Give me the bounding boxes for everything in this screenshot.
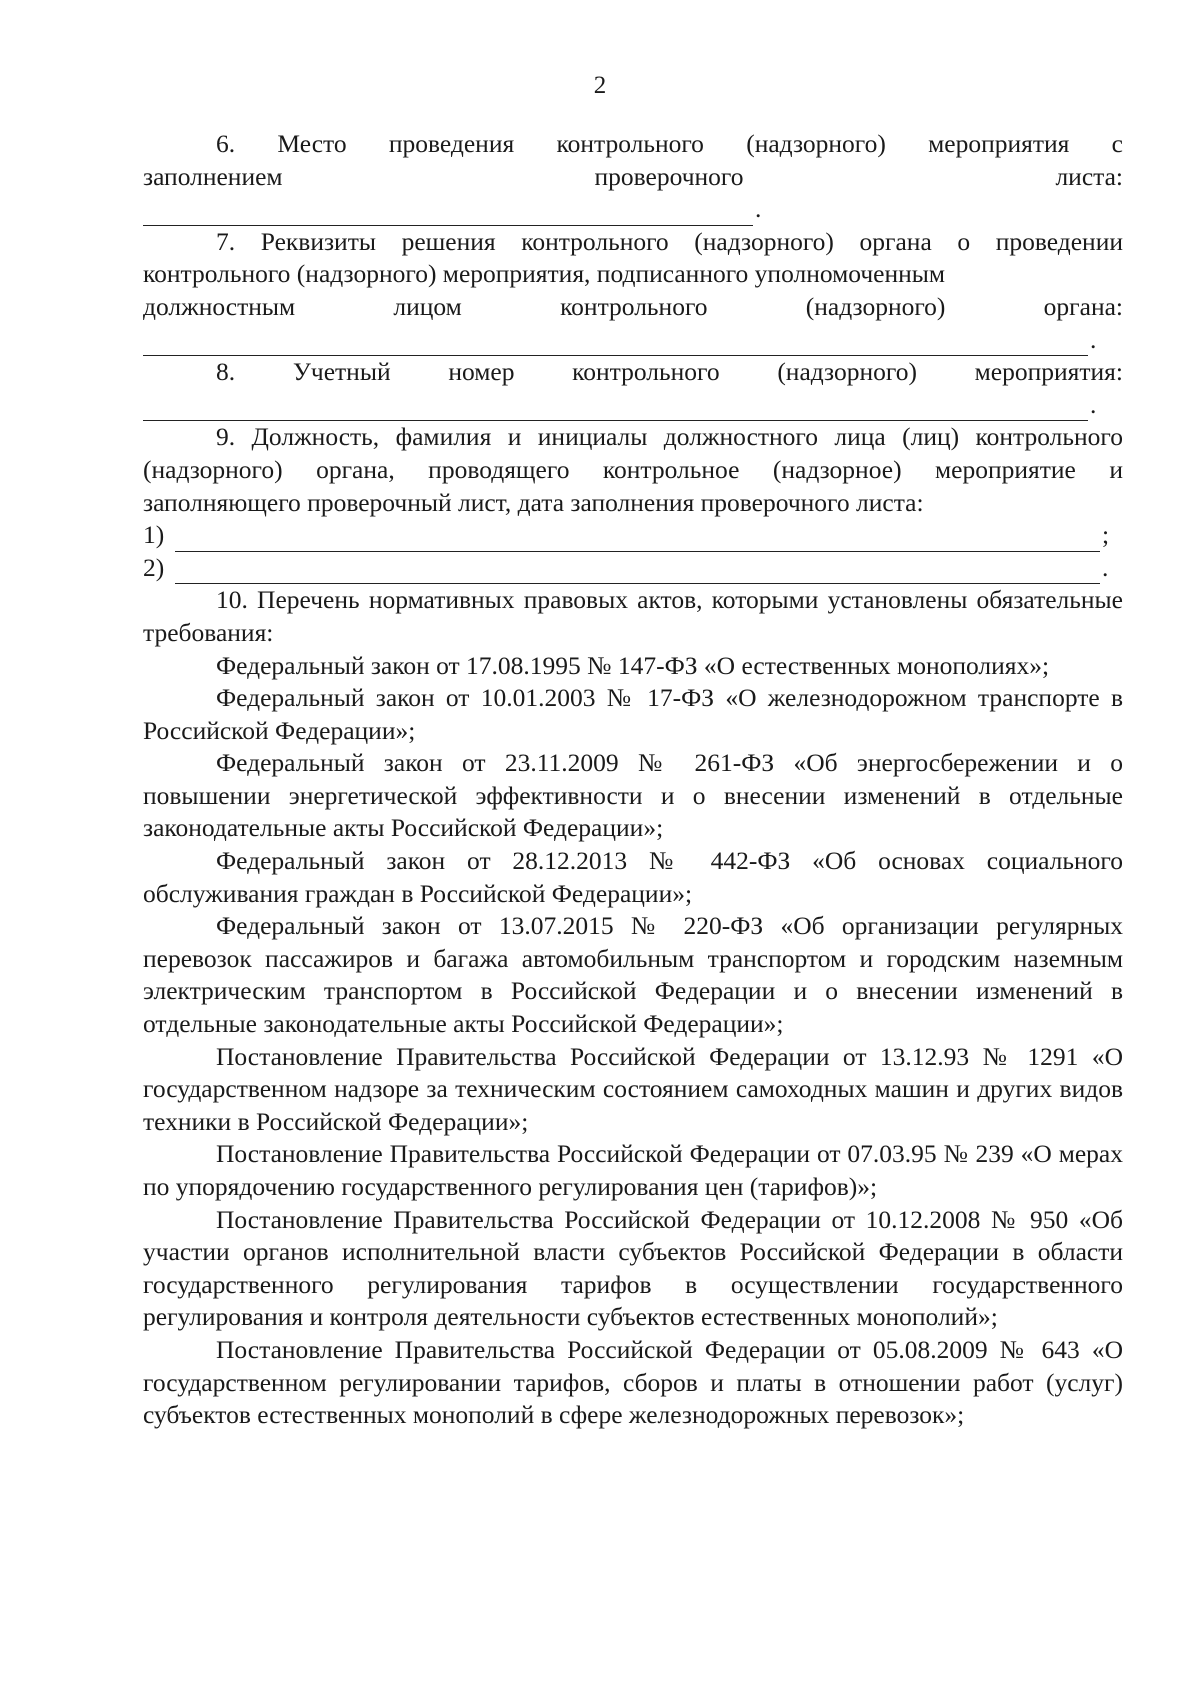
item-7-blank [143,324,1123,357]
item-8-line-1: 8. Учетный номер контрольного (надзорного) мероприятия: [216,357,1123,387]
item-6-punct: . [755,194,762,224]
legal-act: Федеральный закон от 17.08.1995 № 147-ФЗ «О естественных монополиях»; [216,650,1050,680]
legal-act: Постановление Правительства Российской Федерации от 13.12.93 № 1291 «О государственном надзоре за техническим состоянием самоходных машин и других видов техники в Российской Федерации»; [143,1041,1123,1136]
fill-in-line [143,396,1088,421]
item-6-blank [143,193,1123,226]
fill-in-line [143,201,753,226]
legal-act: Постановление Правительства Российской Федерации от 10.12.2008 № 950 «Об участии органов исполнительной власти субъектов Российской Федерации в области государственного регулирования тарифов в осуществлении государственного регулирования и контроля деятельности субъектов естественных монополий»; [143,1204,1123,1332]
item-7-last-line: должностным лицом контрольного (надзорного) органа: [143,291,1123,321]
fill-in-line [175,559,1100,584]
legal-act: Федеральный закон от 10.01.2003 № 17-ФЗ «О железнодорожном транспорте в Российской Федерации»; [143,683,1123,745]
blank-number: 2) [143,552,165,582]
item-9-text: 9. Должность, фамилия и инициалы должностного лица (лиц) контрольного (надзорного) органа, проводящего контрольное (надзорное) мероприятие и заполняющего проверочный лист, дата заполнения проверочного листа: [143,422,1123,517]
item-9-blank-1 [143,519,1123,552]
item-7-punct: . [1090,324,1097,354]
legal-act: Федеральный закон от 23.11.2009 № 261-ФЗ «Об энергосбережении и о повышении энергетической эффективности и о внесении изменений в отдельные законодательные акты Российской Федерации»; [143,748,1123,843]
legal-act: Федеральный закон от 13.07.2015 № 220-ФЗ «Об организации регулярных перевозок пассажиров и багажа автомобильным транспортом и городским наземным электрическим транспортом в Российской Федерации и о внесении изменений в отдельные законодательные акты Российской Федерации»; [143,911,1123,1039]
document-body [143,128,1123,1432]
blank-number: 1) [143,520,165,550]
fill-in-line [143,331,1088,356]
item-8-blank [143,389,1123,422]
legal-act: Федеральный закон от 28.12.2013 № 442-ФЗ «Об основах социального обслуживания граждан в Российской Федерации»; [143,846,1123,908]
blank-punct: ; [1102,520,1110,550]
item-6-line-1: 6. Место проведения контрольного (надзорного) мероприятия с [216,129,1123,158]
legal-act: Постановление Правительства Российской Федерации от 07.03.95 № 239 «О мерах по упорядочению государственного регулирования цен (тарифов)»; [143,1139,1123,1201]
page-number: 2 [593,72,607,99]
blank-punct: . [1102,552,1109,582]
fill-in-line [175,527,1100,552]
item-9-blank-2 [143,552,1123,585]
item-7-text: 7. Реквизиты решения контрольного (надзорного) органа о проведении контрольного (надзорного) мероприятия, подписанного уполномоченным [143,226,1123,289]
item-6-line-2: заполнением проверочного листа: [143,161,1123,191]
item-10-intro: 10. Перечень нормативных правовых актов, которыми установлены обязательные требования: [143,585,1123,647]
item-8-punct: . [1090,389,1097,419]
legal-act: Постановление Правительства Российской Федерации от 05.08.2009 № 643 «О государственном регулировании тарифов, сборов и платы в отношении работ (услуг) субъектов естественных монополий в сфере железнодорожных перевозок»; [143,1334,1123,1430]
